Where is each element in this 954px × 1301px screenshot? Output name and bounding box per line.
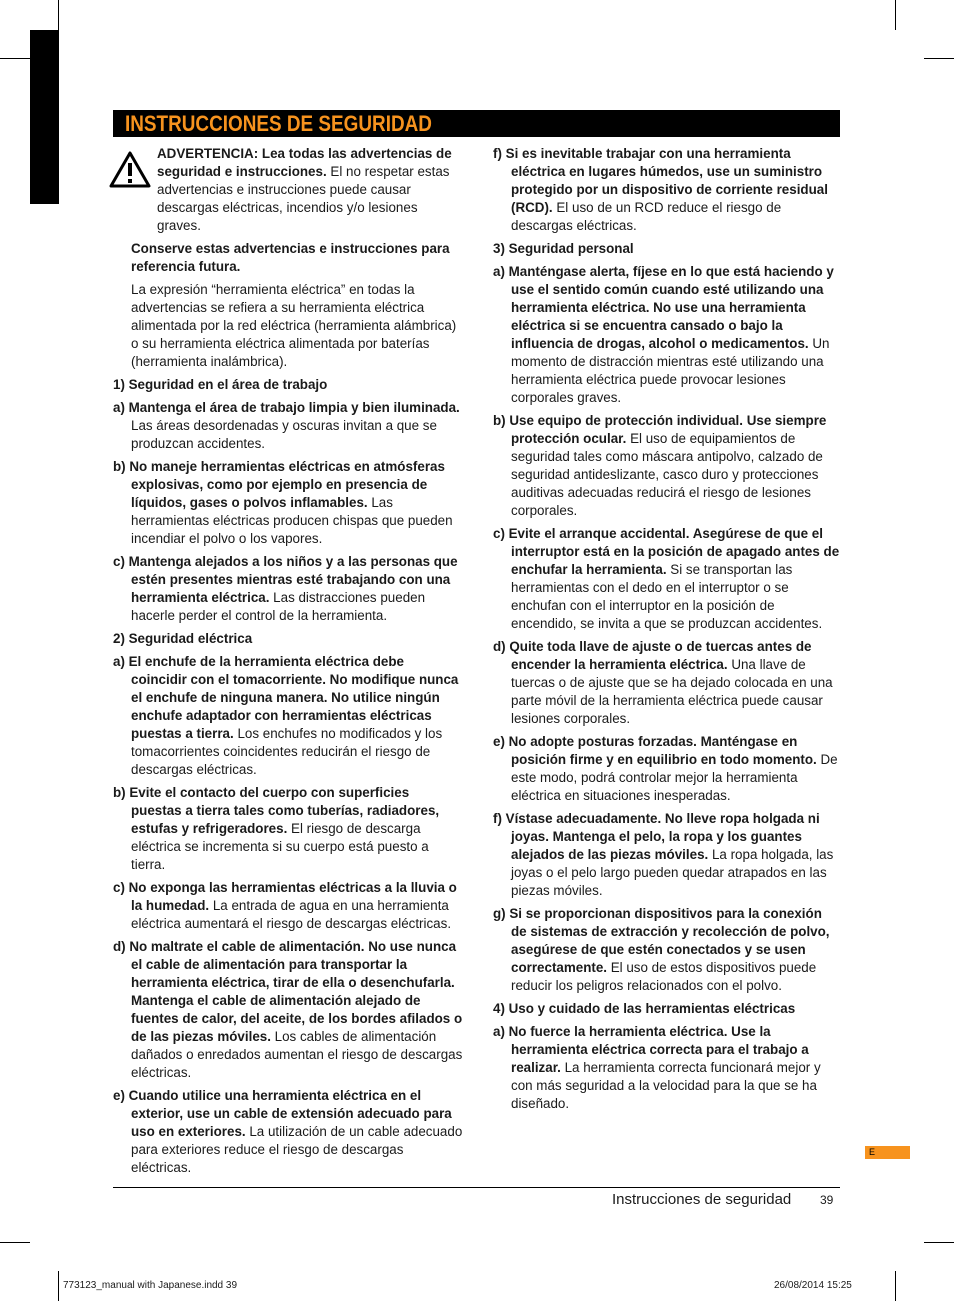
item-bold: c) Mantenga alejados a los niños y a las personas que estén presentes mientras esté trabajando con una herramienta eléctrica.: [113, 554, 458, 605]
section-heading: 2) Seguridad eléctrica: [113, 631, 253, 646]
item-text: El riesgo de descarga eléctrica se incrementa si su cuerpo está puesto a tierra.: [131, 821, 429, 872]
crop-mark: [0, 1242, 30, 1243]
crop-mark: [58, 0, 59, 30]
footer-section-title: Instrucciones de seguridad: [612, 1191, 792, 1208]
crop-mark: [0, 58, 30, 59]
list-item: [493, 638, 840, 728]
list-item: [113, 553, 463, 625]
list-item: [113, 1087, 463, 1177]
crop-mark: [58, 1271, 59, 1301]
item-text: Los cables de alimentación dañados o enredados aumentan el riesgo de descargas eléctricas.: [131, 1029, 463, 1080]
item-bold: a) Mantenga el área de trabajo limpia y bien iluminada.: [113, 400, 460, 415]
item-text: Un momento de distracción mientras esté utilizando una herramienta eléctrica puede provocar lesiones corporales graves.: [511, 336, 830, 405]
item-text: Los enchufes no modificados y los tomacorrientes coincidentes reducirán el riesgo de descargas eléctricas.: [131, 726, 443, 777]
item-text: La utilización de un cable adecuado para exteriores reduce el riesgo de descargas eléctricas.: [131, 1124, 463, 1175]
item-text: La herramienta correcta funcionará mejor y con más seguridad a la velocidad para la que se ha diseñado.: [511, 1060, 821, 1111]
list-item: [493, 1023, 840, 1113]
item-bold: b) No maneje herramientas eléctricas en atmósferas explosivas, como por ejemplo en presencia de líquidos, gases o polvos inflamables.: [113, 459, 445, 510]
left-column: [113, 145, 463, 1182]
item-bold: d) Quite toda llave de ajuste o de tuercas antes de encender la herramienta eléctrica.: [493, 639, 812, 672]
item-text: El uso de un RCD reduce el riesgo de descargas eléctricas.: [511, 200, 782, 233]
list-item: [493, 145, 840, 235]
item-text: El uso de estos dispositivos puede reducir los peligros relacionados con el polvo.: [511, 960, 817, 993]
item-text: Si se transportan las herramientas con el dedo en el interruptor o se enchufan con el interruptor en la posición de encendido, se invita a que se produzcan accidentes.: [511, 562, 823, 631]
crop-mark: [924, 58, 954, 59]
item-text: Las herramientas eléctricas producen chispas que pueden incendiar el polvo o los vapores.: [131, 495, 453, 546]
crop-mark: [924, 1242, 954, 1243]
list-item: [493, 263, 840, 407]
crop-mark: [895, 0, 896, 30]
list-item: [493, 525, 840, 633]
list-item: [113, 879, 463, 933]
item-text: Las distracciones pueden hacerle perder el control de la herramienta.: [131, 590, 426, 623]
list-item: [113, 938, 463, 1082]
item-text: De este modo, podrá controlar mejor la herramienta eléctrica en situaciones inesperadas.: [511, 752, 838, 803]
item-text: La ropa holgada, las joyas o el pelo largo pueden quedar atrapados en las piezas móviles.: [511, 847, 834, 898]
section-heading: 4) Uso y cuidado de las herramientas eléctricas: [493, 1001, 796, 1016]
item-bold: e) Cuando utilice una herramienta eléctrica en el exterior, use un cable de extensión adecuado para uso en exteriores.: [113, 1088, 452, 1139]
page-title: INSTRUCCIONES DE SEGURIDAD: [125, 111, 432, 136]
language-tab: E: [865, 1146, 910, 1159]
item-bold: c) Evite el arranque accidental. Asegúrese de que el interruptor está en la posición de apagado antes de enchufar la herramienta.: [493, 526, 840, 577]
item-bold: a) No fuerce la herramienta eléctrica. Use la herramienta eléctrica correcta para el trabajo a realizar.: [493, 1024, 809, 1075]
keep-instructions: Conserve estas advertencias e instrucciones para referencia futura.: [131, 241, 450, 274]
item-text: El uso de equipamientos de seguridad tales como máscara antipolvo, calzado de seguridad antideslizante, casco duro y protecciones auditivas adecuadas reducirá el riesgo de lesiones corporales.: [511, 431, 823, 518]
item-text: Una llave de tuercas o de ajuste que se ha dejado colocada en una parte móvil de la herramienta eléctrica puede causar lesiones corporales.: [511, 657, 833, 726]
item-text: La entrada de agua en una herramienta eléctrica aumentará el riesgo de descargas eléctricas.: [131, 898, 452, 931]
item-bold: a) Manténgase alerta, fíjese en lo que está haciendo y use el sentido común cuando esté utilizando una herramienta eléctrica. No use una herramienta eléctrica si se encuentra cansado o bajo la influencia de drogas, alcohol o medicamentos.: [493, 264, 834, 351]
title-bar: [113, 110, 840, 137]
list-item: [493, 412, 840, 520]
item-bold: c) No exponga las herramientas eléctricas a la lluvia o la humedad.: [113, 880, 457, 913]
item-bold: a) El enchufe de la herramienta eléctrica debe coincidir con el tomacorriente. No modifique nunca el enchufe de ninguna manera. No utilice ningún enchufe adaptador con herramientas eléctricas puestas a tierra.: [113, 654, 459, 741]
footer-rule: [113, 1187, 840, 1188]
list-item: [113, 653, 463, 779]
warning-text: El no respetar estas advertencias e instrucciones puede causar descargas eléctricas, incendios y/o lesiones graves.: [157, 164, 450, 233]
side-tab: [30, 30, 59, 204]
list-item: [113, 784, 463, 874]
list-item: [113, 399, 463, 453]
item-bold: b) Evite el contacto del cuerpo con superficies puestas a tierra tales como tuberías, radiadores, estufas y refrigeradores.: [113, 785, 440, 836]
item-bold: f) Vístase adecuadamente. No lleve ropa holgada ni joyas. Mantenga el pelo, la ropa y los guantes alejados de las piezas móviles.: [493, 811, 820, 862]
expression-text: La expresión “herramienta eléctrica” en todas la advertencias se refiera a su herramienta eléctrica alimentada por la red eléctrica (herramienta alámbrica) o su herramienta eléctrica alimentada por baterías (herramienta inalámbrica).: [131, 282, 457, 369]
list-item: [493, 905, 840, 995]
section-heading: 1) Seguridad en el área de trabajo: [113, 377, 328, 392]
item-text: Las áreas desordenadas y oscuras invitan a que se produzcan accidentes.: [131, 418, 437, 451]
item-bold: g) Si se proporcionan dispositivos para la conexión de sistemas de extracción y recolección de polvo, asegúrese de que estén conectados y se usen correctamente.: [493, 906, 830, 975]
list-item: [493, 733, 840, 805]
list-item: [493, 810, 840, 900]
right-column: [493, 145, 840, 1118]
page-number: 39: [820, 1193, 834, 1207]
crop-mark: [895, 1271, 896, 1301]
item-bold: d) No maltrate el cable de alimentación. No use nunca el cable de alimentación para transportar la herramienta eléctrica, tirar de ella o desenchufarla. Mantenga el cable de alimentación alejado de fuentes de calor, del aceite, de los bordes afilados o de las piezas móviles.: [113, 939, 463, 1044]
warning-heading: ADVERTENCIA: Lea todas las advertencias de seguridad e instrucciones.: [157, 146, 452, 179]
warning-triangle-icon: [109, 151, 151, 188]
item-bold: b) Use equipo de protección individual. Use siempre protección ocular.: [493, 413, 827, 446]
list-item: [113, 458, 463, 548]
section-heading: 3) Seguridad personal: [493, 241, 634, 256]
item-bold: f) Si es inevitable trabajar con una herramienta eléctrica en lugares húmedos, use un suministro protegido por un dispositivo de corriente residual (RCD).: [493, 146, 828, 215]
item-bold: e) No adopte posturas forzadas. Manténgase en posición firme y en equilibrio en todo momento.: [493, 734, 817, 767]
slug-date: 26/08/2014 15:25: [774, 1280, 852, 1291]
slug-file: 773123_manual with Japanese.indd 39: [63, 1280, 238, 1291]
warning-block: [113, 145, 463, 235]
